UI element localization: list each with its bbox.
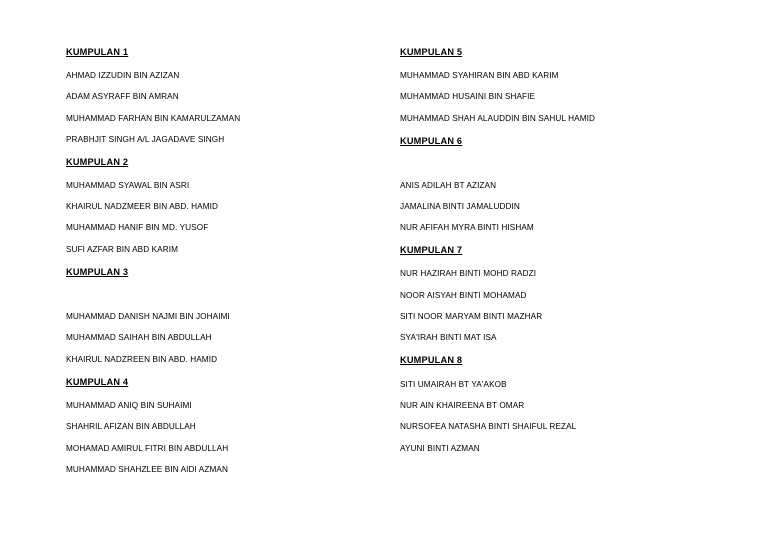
member-name: NOOR AISYAH BINTI MOHAMAD bbox=[400, 291, 527, 300]
member-name: MOHAMAD AMIRUL FITRI BIN ABDULLAH bbox=[66, 444, 229, 453]
member-name: NUR AIN KHAIREENA BT OMAR bbox=[400, 401, 525, 410]
member-name: MUHAMMAD SHAHZLEE BIN AIDI AZMAN bbox=[66, 465, 228, 474]
member-name: SHAHRIL AFIZAN BIN ABDULLAH bbox=[66, 422, 196, 431]
member-name: ANIS ADILAH BT AZIZAN bbox=[400, 181, 497, 190]
member-name: JAMALINA BINTI JAMALUDDIN bbox=[400, 202, 520, 211]
group-heading-4: KUMPULAN 4 bbox=[66, 377, 129, 387]
member-name: NUR HAZIRAH BINTI MOHD RADZI bbox=[400, 269, 537, 278]
member-name: NURSOFEA NATASHA BINTI SHAIFUL REZAL bbox=[400, 422, 577, 431]
group-heading-5: KUMPULAN 5 bbox=[400, 47, 463, 57]
member-name: SITI NOOR MARYAM BINTI MAZHAR bbox=[400, 312, 543, 321]
member-name: MUHAMMAD DANISH NAJMI BIN JOHAIMI bbox=[66, 312, 230, 321]
group-heading-6: KUMPULAN 6 bbox=[400, 136, 463, 146]
member-name: MUHAMMAD SAIHAH BIN ABDULLAH bbox=[66, 333, 212, 342]
member-name: SUFI AZFAR BIN ABD KARIM bbox=[66, 245, 179, 254]
member-name: MUHAMMAD SYAWAL BIN ASRI bbox=[66, 181, 190, 190]
member-name: MUHAMMAD HANIF BIN MD. YUSOF bbox=[66, 223, 209, 232]
group-heading-3: KUMPULAN 3 bbox=[66, 267, 129, 277]
group-heading-8: KUMPULAN 8 bbox=[400, 355, 463, 365]
member-name: ADAM ASYRAFF BIN AMRAN bbox=[66, 92, 179, 101]
member-name: SITI UMAIRAH BT YA'AKOB bbox=[400, 380, 507, 389]
member-name: AYUNI BINTI AZMAN bbox=[400, 444, 480, 453]
member-name: MUHAMMAD SYAHIRAN BIN ABD KARIM bbox=[400, 71, 559, 80]
member-name: PRABHJIT SINGH A/L JAGADAVE SINGH bbox=[66, 135, 225, 144]
group-heading-2: KUMPULAN 2 bbox=[66, 157, 129, 167]
member-name: SYA'IRAH BINTI MAT ISA bbox=[400, 333, 497, 342]
group-heading-1: KUMPULAN 1 bbox=[66, 47, 129, 57]
member-name: KHAIRUL NADZMEER BIN ABD. HAMID bbox=[66, 202, 219, 211]
member-name: NUR AFIFAH MYRA BINTI HISHAM bbox=[400, 223, 534, 232]
member-name: MUHAMMAD SHAH ALAUDDIN BIN SAHUL HAMID bbox=[400, 114, 596, 123]
member-name: AHMAD IZZUDIN BIN AZIZAN bbox=[66, 71, 180, 80]
member-name: KHAIRUL NADZREEN BIN ABD. HAMID bbox=[66, 355, 218, 364]
member-name: MUHAMMAD ANIQ BIN SUHAIMI bbox=[66, 401, 192, 410]
member-name: MUHAMMAD FARHAN BIN KAMARULZAMAN bbox=[66, 114, 241, 123]
group-heading-7: KUMPULAN 7 bbox=[400, 245, 463, 255]
member-name: MUHAMMAD HUSAINI BIN SHAFIE bbox=[400, 92, 536, 101]
